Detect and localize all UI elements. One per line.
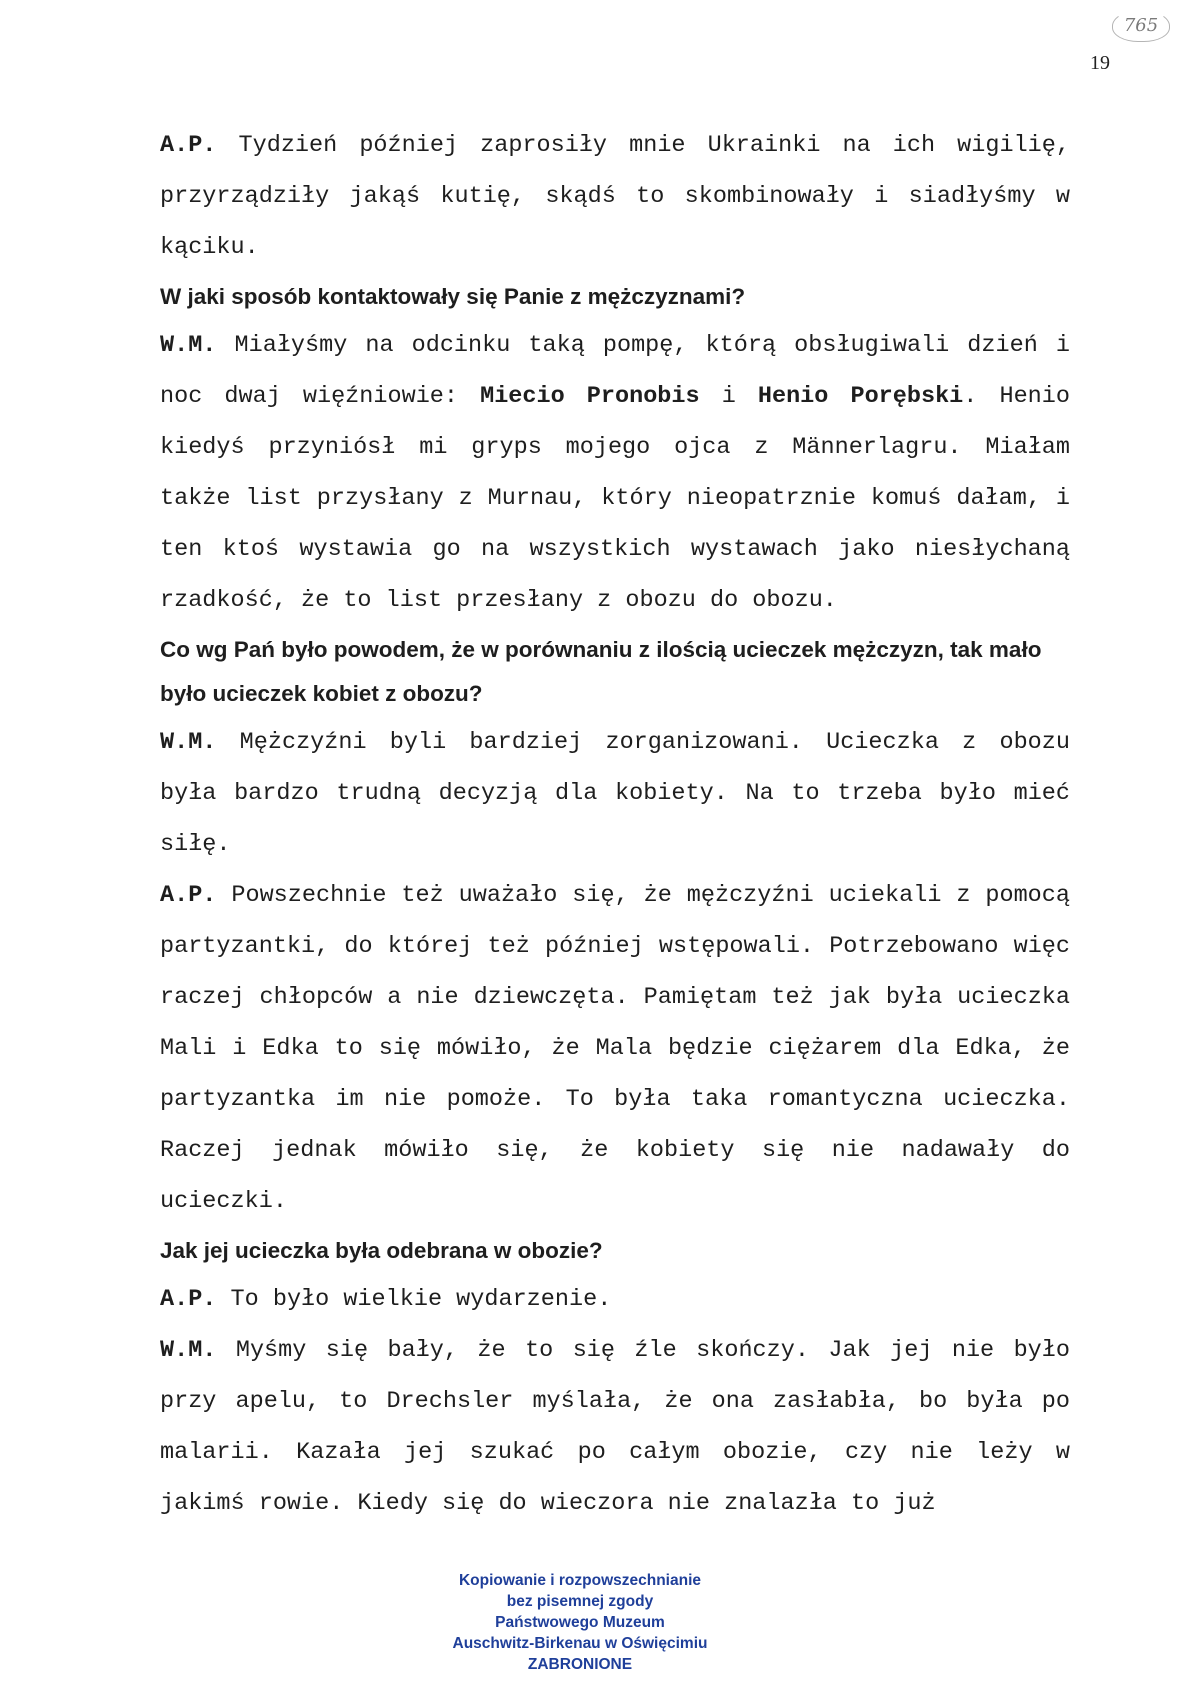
answer-paragraph [160,1325,1070,1529]
answer-text: Tydzień później zaprosiły mnie Ukrainki na ich wigilię, przyrządziły jakąś kutię, skądś to skombinowały i siadłyśmy w kąciku. [160,132,1070,261]
speaker-label: A.P. [160,132,217,159]
answer-text: Myśmy się bały, że to się źle skończy. Jak jej nie było przy apelu, to Drechsler myślała, że ona zasłabła, bo była po malarii. Kazała jej szukać po całym obozie, czy nie leży w jakimś rowie. Kiedy się do wieczora nie znalazła to już [160,1337,1070,1517]
handwritten-page-annotation: 765 [1112,10,1170,42]
interview-question: Jak jej ucieczka była odebrana w obozie? [160,1238,603,1263]
stamp-line: Państwowego Muzeum [495,1614,665,1631]
person-name: Miecio Pronobis [480,383,700,410]
answer-text: To było wielkie wydarzenie. [230,1286,612,1313]
answer-paragraph [160,1274,1070,1325]
speaker-label: W.M. [160,729,217,756]
person-name: Henio Porębski [757,383,964,410]
stamp-line: Auschwitz-Birkenau w Oświęcimiu [452,1635,708,1652]
answer-paragraph [160,717,1070,870]
answer-text: . Henio kiedyś przyniósł mi gryps mojego ojca z Männerlagru. Miałam także list przysłany z Murnau, który nieopatrznie komuś dałam, i ten ktoś wystawia go na wszystkich wystawach jako niesłychaną rzadkość, że to list przesłany z obozu do obozu. [160,383,1070,614]
stamp-line: ZABRONIONE [527,1656,633,1673]
answer-paragraph [160,320,1070,626]
answer-text: Mężczyźni byli bardziej zorganizowani. Ucieczka z obozu była bardzo trudną decyzją dla kobiety. Na to trzeba było mieć siłę. [160,729,1070,858]
answer-paragraph [160,120,1070,273]
speaker-label: A.P. [160,1286,217,1313]
document-body [160,120,1070,1529]
interview-question: W jaki sposób kontaktowały się Panie z mężczyznami? [160,284,746,309]
interview-question: Co wg Pań było powodem, że w porównaniu z ilością ucieczek mężczyzn, tak mało było ucieczek kobiet z obozu? [160,637,1042,706]
page-number: 19 [1090,52,1110,74]
answer-text: i [699,383,758,410]
answer-text: Powszechnie też uważało się, że mężczyźni uciekali z pomocą partyzantki, do której też później wstępowali. Potrzebowano więc raczej chłopców a nie dziewczęta. Pamiętam też jak była ucieczka Mali i Edka to się mówiło, że Mala będzie ciężarem dla Edka, że partyzantka im nie pomoże. To była taka romantyczna ucieczka. Raczej jednak mówiło się, że kobiety się nie nadawały do ucieczki. [160,882,1070,1215]
speaker-label: W.M. [160,332,217,359]
speaker-label: A.P. [160,882,217,909]
stamp-line: Kopiowanie i rozpowszechnianie [458,1572,701,1589]
copyright-stamp [420,1570,740,1675]
stamp-line: bez pisemnej zgody [506,1593,654,1610]
speaker-label: W.M. [160,1337,217,1364]
answer-text: Miałyśmy na odcinku taką pompę, którą obsługiwali dzień i noc dwaj więźniowie: [160,332,1070,410]
answer-paragraph [160,870,1070,1227]
